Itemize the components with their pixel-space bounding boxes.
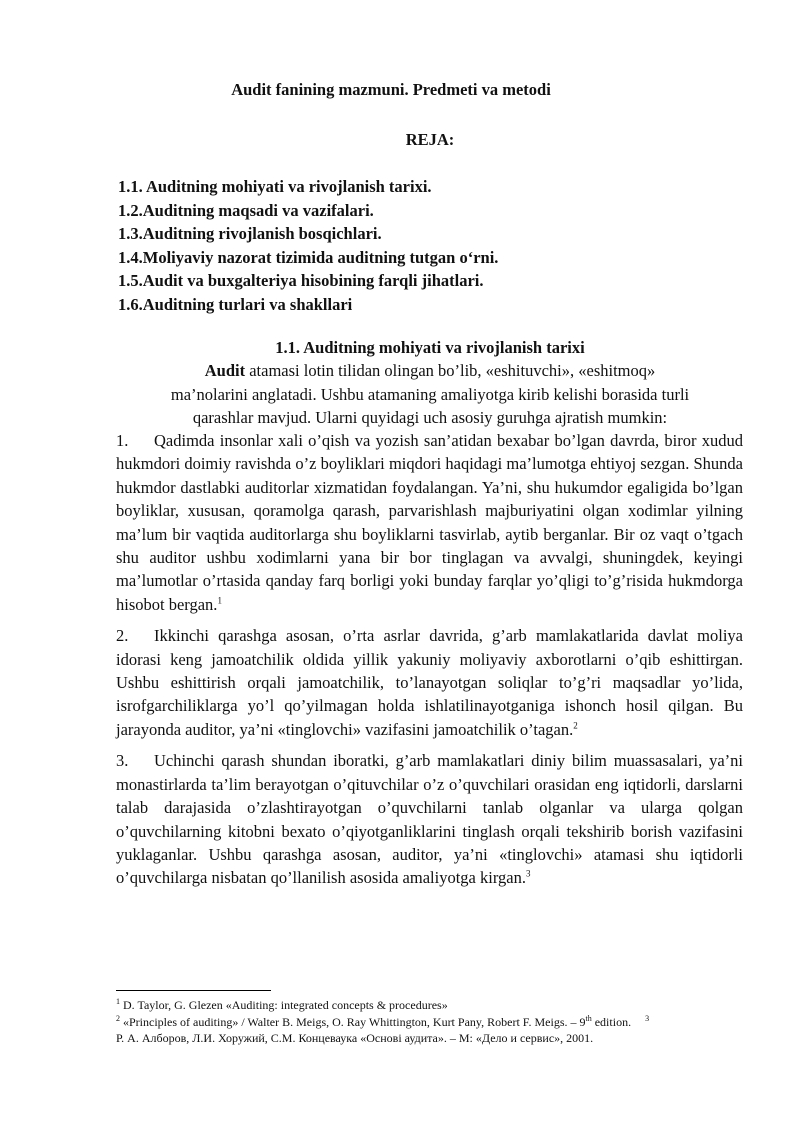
- body-text: [116, 429, 743, 898]
- paragraph-number: 1.: [116, 431, 129, 450]
- intro-line-2: ma’nolarini anglatadi. Ushbu atamaning amaliyotga kirib kelishi borasida turli: [170, 384, 690, 404]
- document-title: Audit fanining mazmuni. Predmeti va metodi: [231, 80, 551, 99]
- plan-item: 1.4.Moliyaviy nazorat tizimida auditning tutgan o‘rni.: [118, 247, 499, 267]
- plan-item: 1.6.Auditning turlari va shakllari: [118, 294, 353, 314]
- footnote-2: [116, 1014, 756, 1031]
- paragraph-text: Qadimda insonlar xali o’qish va yozish san’atidan bexabar bo’lgan davrda, biror xudud hukmdori doimiy ravishda o’z boyliklari miqdori haqidagi ma’lumotga ehtiyoj sezgan. Shunda hukmdor dastlabki auditorlar xizmatidan foydalangan. Ya’ni, shu hukumdor egaligida bo’lgan boyliklar, xususan, qoramolga qarash, parvarishlash majburiyatini olgan xodimlar yilning ma’lum bir vaqtida auditorlarga shu boyliklarni tasvirlab, aytib berganlar. Bir oz vaqt o’tgach shu auditor ushbu xodimlarni yana bir bor tinglagan va avvalgi, shuningdek, keyingi ma’lumotlar o’rtasida qanday farq borligi yoki bunday farqlar yo’qligi to’g’risida hukmdorga hisobot bergan.: [116, 431, 743, 614]
- footnote-text: «Principles of auditing» / Walter B. Meigs, O. Ray Whittington, Kurt Pany, Robert F. Meigs. – 9: [120, 1014, 586, 1029]
- paragraph-text: Uchinchi qarash shundan iboratki, g’arb mamlakatlari diniy bilim muassasalari, ya’ni monastirlarda ta’lim berayotgan o’qituvchilar o’z o’quvchilari orasidan eng iqtidorli, darslarni talab darajasida o’zlashtirayotgan o’quvchilarni tanlab olganlar va ularga qolgan o’quvchilarning kitobni bexato o’qiyotganliklarini tinglash orqali tekshirib borish vazifasini yuklaganlar. Ushbu qarashga asosan, auditor, ya’ni «tinglovchi» atamasi shu iqtidorli o’quvchilarga nisbatan qo’llanilish asosida amaliyotga kirgan.: [116, 751, 743, 888]
- footnote-3: Р. А. Алборов, Л.И. Хоружий, С.М. Концеваука «Основі аудита». – М: «Дело и сервис», 2001.: [116, 1031, 594, 1045]
- intro-line-3: qarashlar mavjud. Ularni quyidagi uch asosiy guruhga ajratish mumkin:: [192, 408, 668, 427]
- numbered-paragraph: [116, 429, 743, 616]
- footnote-separator: [116, 990, 271, 991]
- footnote-mark: 2: [116, 1013, 120, 1023]
- footnote-mark: 1: [116, 997, 120, 1006]
- footnote-mark: 3: [645, 1013, 650, 1023]
- plan-item: 1.5.Audit va buxgalteriya hisobining farqli jihatlari.: [118, 271, 484, 290]
- plan-item: 1.1. Auditning mohiyati va rivojlanish tarixi.: [118, 177, 432, 196]
- edition-superscript: th: [585, 1013, 592, 1023]
- paragraph-text: Ikkinchi qarashga asosan, o’rta asrlar davrida, g’arb mamlakatlarida davlat moliya idorasi keng jamoatchilik oldida yillik yakuniy moliyaviy axborotlarni o’qib eshittirgan. Ushbu eshittirish orqali jamoatchilik, to’lanayotgan soliqlar to’g’ri maqsadlar yo’lida, isrofgarchiliklarga yo’l qo’yilmagan holda ishlatilinayotganiga ishonch hosil qilgan. Bu jarayonda auditor, ya’ni «tinglovchi» vazifasini jamoatchilik o’tagan.: [116, 626, 743, 739]
- plan-heading: REJA:: [405, 130, 455, 149]
- intro-paragraph: [130, 359, 730, 430]
- footnote-text-end: edition.: [591, 1014, 632, 1029]
- section-heading: 1.1. Auditning mohiyati va rivojlanish tarixi: [275, 338, 585, 357]
- paragraph-number: 2.: [116, 626, 129, 646]
- plan-item: 1.2.Auditning maqsadi va vazifalari.: [118, 200, 374, 220]
- paragraph-number: 3.: [116, 751, 129, 771]
- plan-item: 1.3.Auditning rivojlanish bosqichlari.: [118, 224, 382, 243]
- intro-line-1-text: atamasi lotin tilidan olingan bo’lib, «eshituvchi», «eshitmoq»: [245, 361, 656, 380]
- footnote-text: D. Taylor, G. Glezen «Auditing: integrated concepts & procedures»: [120, 998, 448, 1012]
- plan-list: [118, 175, 498, 316]
- footnote-reference[interactable]: 1: [217, 595, 222, 606]
- intro-line-1: [130, 359, 730, 383]
- numbered-paragraph: [116, 624, 743, 741]
- footnote-reference[interactable]: 3: [525, 868, 531, 879]
- intro-bold-term: Audit: [204, 361, 246, 380]
- footnote-reference[interactable]: 2: [573, 720, 578, 731]
- footnote-1: [116, 997, 756, 1014]
- numbered-paragraph: [116, 749, 743, 889]
- footnotes: [116, 997, 756, 1047]
